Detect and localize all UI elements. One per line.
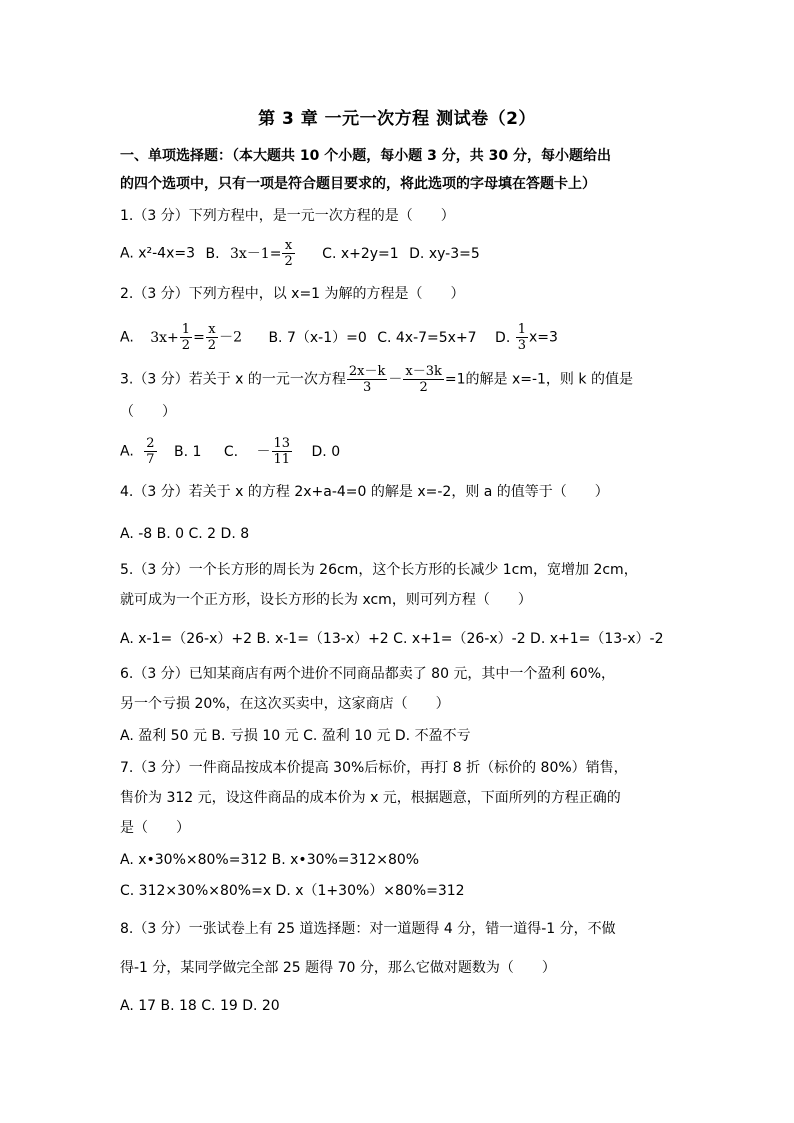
q2-option-a-prefix: A.	[120, 329, 134, 346]
q2-option-c: C. 4x-7=5x+7	[377, 329, 477, 346]
q1-b-denominator: 2	[284, 254, 293, 269]
q3-f1-den: 3	[363, 380, 372, 395]
question-6-options: A. 盈利 50 元 B. 亏损 10 元 C. 盈利 10 元 D. 不盈不亏	[120, 728, 471, 744]
question-2-stem: 2.（3 分）下列方程中，以 x=1 为解的方程是（ ）	[120, 286, 465, 302]
q3-a-fraction	[144, 436, 156, 467]
question-1-options	[120, 238, 694, 269]
q3-a-den: 7	[146, 452, 155, 467]
q3-c-den: 11	[273, 452, 291, 467]
q1-option-b-lhs: 3x－1=	[229, 245, 282, 262]
question-4-stem: 4.（3 分）若关于 x 的方程 2x+a-4=0 的解是 x=-2，则 a 的值等于（ ）	[120, 484, 609, 500]
q1-option-b-prefix: B.	[205, 245, 220, 262]
q3-fraction1	[347, 364, 387, 395]
q2-a-fraction2	[206, 322, 218, 353]
q2-a-f1-den: 2	[181, 338, 191, 353]
question-7-options-cd: C. 312×30%×80%=x D. x（1+30%）×80%=312	[120, 883, 465, 899]
section-heading-line1: 一、单项选择题：（本大题共 10 个小题，每小题 3 分，共 30 分，每小题给出	[120, 148, 611, 164]
question-3-stem-line2: （ ）	[120, 404, 176, 420]
q3-f1-num: 2x－k	[348, 364, 386, 379]
question-6-stem-line2: 另一个亏损 20%，在这次买卖中，这家商店（ ）	[120, 696, 450, 712]
question-1-stem: 1.（3 分）下列方程中，是一元一次方程的是（ ）	[120, 208, 455, 224]
section-heading-line2: 的四个选项中，只有一项是符合题目要求的，将此选项的字母填在答题卡上）	[120, 176, 596, 192]
q2-a-f2-den: 2	[207, 338, 217, 353]
q2-a-part2: －2	[219, 329, 242, 346]
q2-a-f1-num: 1	[181, 322, 191, 337]
q1-option-c: C. x+2y=1	[322, 245, 399, 262]
q3-f2-den: 2	[419, 380, 428, 395]
q3-fraction2	[403, 364, 443, 395]
q1-option-d: D. xy-3=5	[409, 245, 480, 262]
question-2-options	[120, 322, 694, 353]
q2-option-d-prefix: D.	[495, 329, 511, 346]
q2-d-fraction	[516, 322, 528, 353]
q3-option-a-prefix: A.	[120, 443, 134, 460]
question-6-stem-line1: 6.（3 分）已知某商店有两个进价不同商品都卖了 80 元，其中一个盈利 60%，	[120, 666, 615, 682]
question-7-options-ab: A. x•30%×80%=312 B. x•30%=312×80%	[120, 852, 420, 868]
q2-d-num: 1	[517, 322, 527, 337]
question-3-stem	[120, 364, 694, 395]
q1-option-b-fraction	[282, 238, 294, 269]
question-7-stem-line1: 7.（3 分）一件商品按成本价提高 30%后标价，再打 8 折（标价的 80%）销售，	[120, 760, 628, 776]
q2-d-tail: x=3	[529, 329, 558, 346]
q3-a-num: 2	[146, 436, 155, 451]
question-8-stem-line2: 得-1 分，某同学做完全部 25 题得 70 分，那么它做对题数为（ ）	[120, 960, 556, 976]
question-5-options: A. x-1=（26-x）+2 B. x-1=（13-x）+2 C. x+1=（26-x）-2 D. x+1=（13-x）-2	[120, 631, 664, 647]
page-title: 第 3 章 一元一次方程 测试卷（2）	[258, 109, 536, 129]
q3-minus: －	[388, 371, 403, 388]
q2-a-equals: =	[193, 329, 205, 346]
q3-c-sign: －	[256, 443, 271, 460]
q3-c-num: 13	[273, 436, 291, 451]
q2-d-den: 3	[517, 338, 527, 353]
q2-a-f2-num: x	[206, 322, 218, 338]
question-7-stem-line2: 售价为 312 元，设这件商品的成本价为 x 元，根据题意，下面所列的方程正确的	[120, 790, 621, 806]
q3-f2-num: x－3k	[405, 364, 442, 379]
question-5-stem-line1: 5.（3 分）一个长方形的周长为 26cm，这个长方形的长减少 1cm，宽增加 2cm，	[120, 562, 638, 578]
question-5-stem-line2: 就可成为一个正方形，设长方形的长为 xcm，则可列方程（ ）	[120, 592, 532, 608]
q2-option-b: B. 7（x-1）=0	[268, 329, 367, 346]
q3-stem-pre: 3.（3 分）若关于 x 的一元一次方程	[120, 371, 346, 388]
question-8-options: A. 17 B. 18 C. 19 D. 20	[120, 998, 280, 1014]
question-7-stem-line3: 是（ ）	[120, 820, 190, 836]
q1-option-a: A. x²-4x=3	[120, 245, 196, 262]
q2-a-part1: 3x+	[150, 329, 179, 346]
q3-option-d: D. 0	[311, 443, 341, 460]
q3-c-fraction	[272, 436, 293, 467]
question-4-options: A. -8 B. 0 C. 2 D. 8	[120, 526, 250, 542]
question-3-options	[120, 436, 694, 467]
q3-option-c-prefix: C.	[223, 443, 239, 460]
q3-option-b: B. 1	[173, 443, 202, 460]
q2-a-fraction1	[180, 322, 192, 353]
question-8-stem-line1: 8.（3 分）一张试卷上有 25 道选择题：对一道题得 4 分，错一道得-1 分，不做	[120, 921, 616, 937]
q3-stem-post: =1的解是 x=-1，则 k 的值是	[444, 371, 633, 388]
q1-b-numerator: x	[282, 238, 294, 254]
